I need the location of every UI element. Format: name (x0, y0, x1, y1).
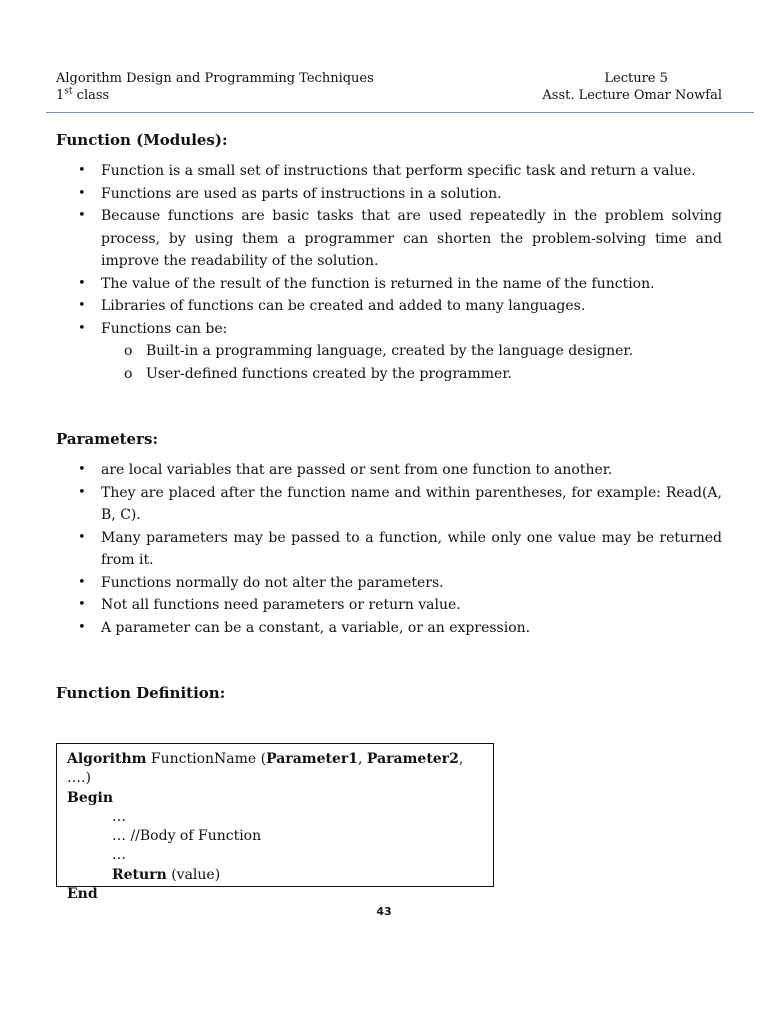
section-parameters (56, 429, 722, 639)
list-item: • Because functions are basic tasks that are used repeatedly in the problem solving process, by using them a programmer can shorten the problem-solving time and improve the readability of the solution. (56, 205, 722, 273)
header-left (56, 70, 374, 104)
algorithm-box (56, 743, 494, 903)
header-right (542, 70, 722, 104)
algorithm-return-line: Return (value) (112, 866, 221, 883)
algorithm-begin: Begin (67, 789, 114, 806)
bullet-icon: • (78, 529, 86, 545)
parameters-bullet-list (56, 459, 722, 639)
functions-sub-list (101, 340, 722, 385)
sub-list-item: o User-defined functions created by the programmer. (101, 363, 722, 386)
bullet-icon: • (78, 163, 86, 178)
bullet-icon: • (78, 298, 86, 313)
list-item: • Functions normally do not alter the parameters. (56, 572, 722, 595)
lecturer-name: Asst. Lecture Omar Nowfal (542, 88, 722, 103)
functions-bullet-list (56, 160, 722, 385)
circle-bullet-icon: o (124, 343, 133, 359)
bullet-icon: • (78, 619, 86, 635)
list-item: • Function is a small set of instructions that perform specific task and return a value. (56, 160, 722, 183)
algorithm-dots: … (112, 847, 126, 864)
bullet-icon: • (78, 484, 86, 500)
section-title-functions: Function (Modules): (56, 131, 228, 149)
bullet-icon: • (78, 462, 86, 477)
class-label: 1st class (56, 86, 110, 103)
algorithm-header-line: Algorithm FunctionName (Parameter1, Parameter2, ….) (67, 751, 464, 787)
list-item: • Not all functions need parameters or return value. (56, 594, 722, 617)
list-item: • The value of the result of the function is returned in the name of the function. (56, 273, 722, 296)
bullet-icon: • (78, 208, 86, 223)
section-functions (56, 130, 722, 385)
bullet-icon: • (78, 597, 86, 612)
section-title-parameters: Parameters: (56, 430, 158, 448)
list-item: • They are placed after the function name and within parentheses, for example: Read(A, B, C). (56, 482, 722, 527)
bullet-icon: • (78, 574, 86, 590)
algorithm-dots: … (112, 808, 126, 825)
list-item: • Libraries of functions can be created and added to many languages. (56, 295, 722, 318)
list-item: • A parameter can be a constant, a variable, or an expression. (56, 617, 722, 640)
list-item: • Functions can be: o Built-in a programming language, created by the language designer. o User-defined functions created by the programmer. (56, 318, 722, 386)
bullet-icon: • (78, 320, 86, 336)
circle-bullet-icon: o (124, 365, 133, 382)
course-title: Algorithm Design and Programming Techniques (56, 71, 374, 86)
section-title-definition: Function Definition: (56, 684, 226, 702)
list-item: • Many parameters may be passed to a function, while only one value may be returned from it. (56, 527, 722, 572)
section-definition (56, 683, 722, 703)
bullet-icon: • (78, 275, 86, 291)
list-item: • Functions are used as parts of instructions in a solution. (56, 183, 722, 206)
algorithm-end: End (67, 886, 98, 903)
sub-list-item: o Built-in a programming language, created by the language designer. (101, 340, 722, 363)
header-divider (46, 112, 754, 113)
lecture-label: Lecture 5 (604, 71, 668, 86)
list-item: • are local variables that are passed or sent from one function to another. (56, 459, 722, 482)
page-number: 43 (376, 905, 392, 918)
bullet-icon: • (78, 185, 86, 201)
algorithm-body-comment: … //Body of Function (112, 828, 262, 845)
